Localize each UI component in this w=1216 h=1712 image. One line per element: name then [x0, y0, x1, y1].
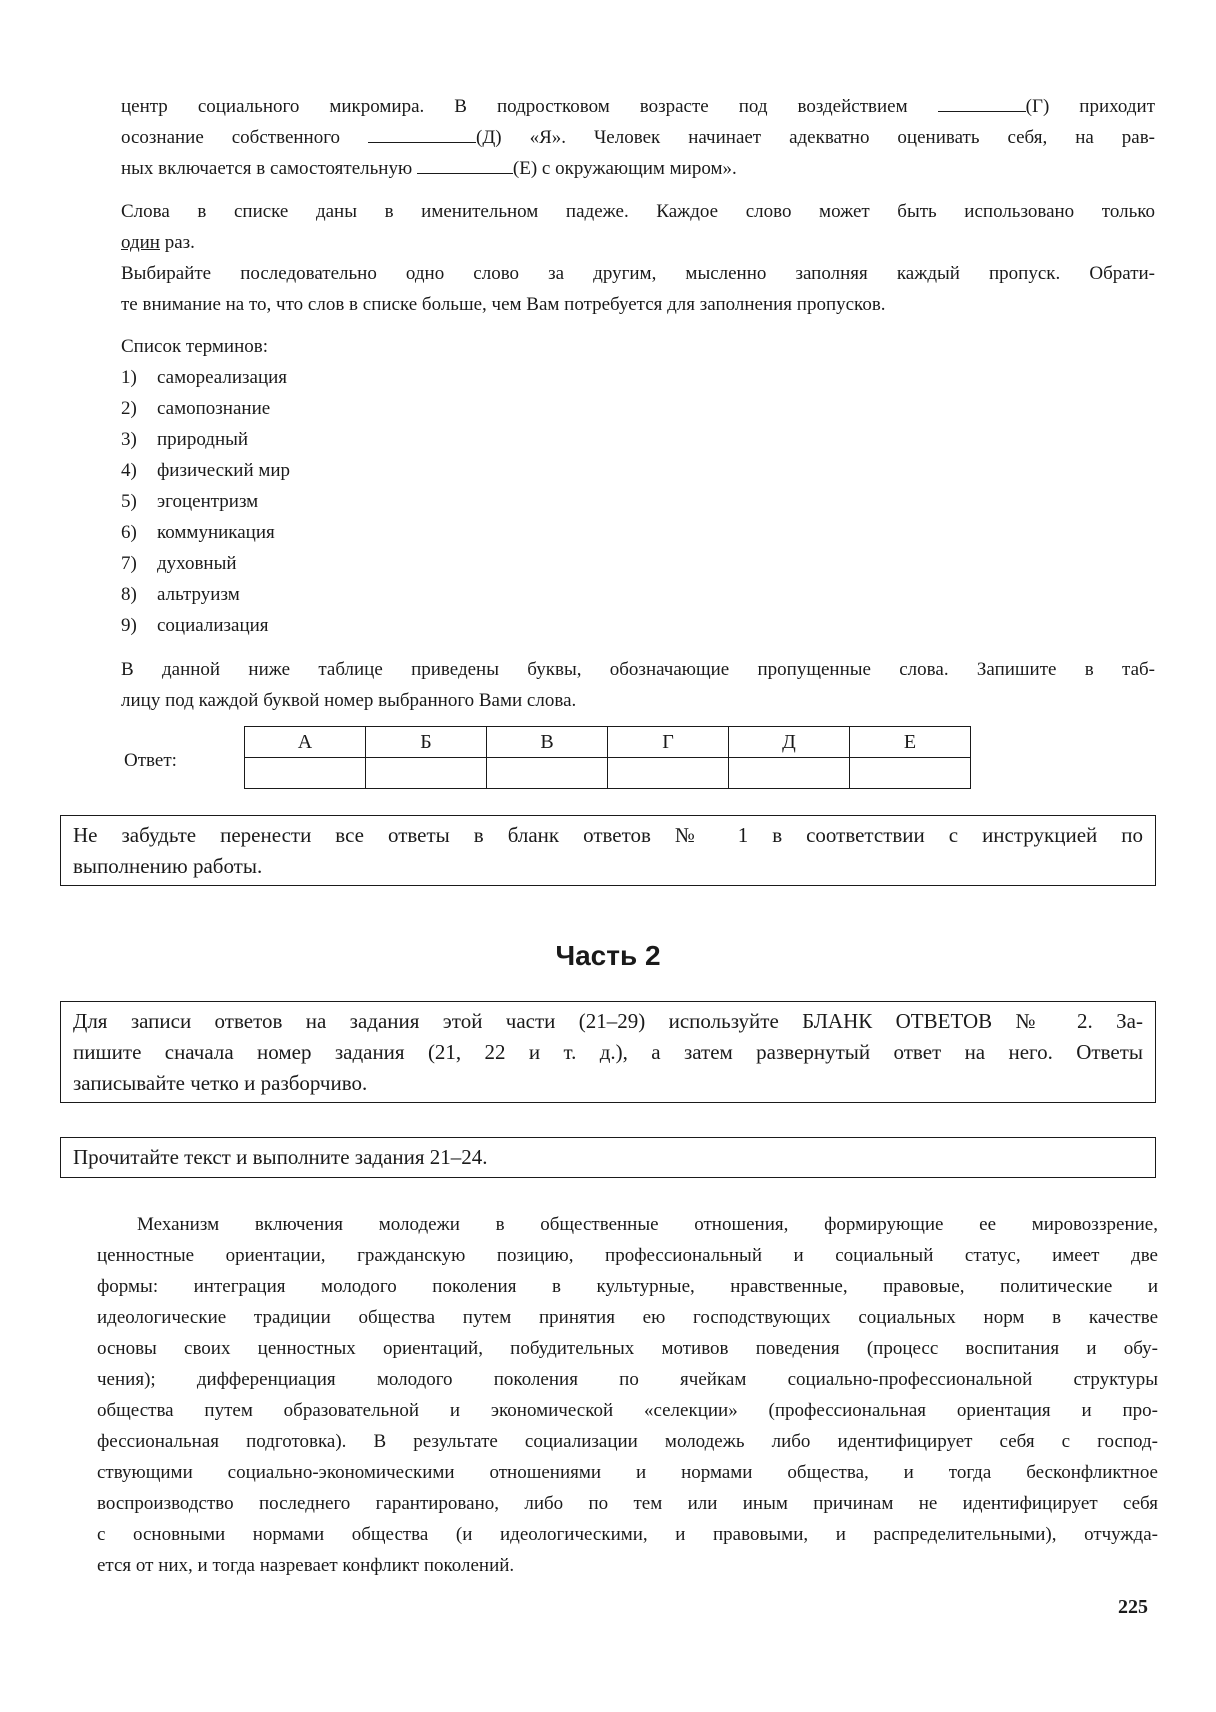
term-item: 3) природный	[121, 429, 249, 450]
instructions-line-2: один раз.	[121, 232, 195, 253]
answer-input-cell[interactable]	[245, 758, 366, 789]
answer-letter-cell: А	[245, 727, 366, 758]
passage-line: Механизм включения молодежи в общественные отношения, формирующие ее мировоззрение,	[137, 1214, 1158, 1235]
reminder-line-2: выполнению работы.	[73, 854, 263, 878]
passage-line: ется от них, и тогда назревает конфликт поколений.	[97, 1555, 515, 1576]
passage-line: с основными нормами общества (и идеологическими, и правовыми, и распределительными), отчужда-	[97, 1524, 1158, 1545]
answer-input-cell[interactable]	[850, 758, 971, 789]
answer-letter-cell: Б	[366, 727, 487, 758]
read-task-box	[60, 1137, 1156, 1178]
term-item: 4) физический мир	[121, 460, 291, 481]
answer-table	[244, 726, 971, 789]
passage-line: общества путем образовательной и экономической «селекции» (профессиональная ориентация и про-	[97, 1400, 1158, 1421]
passage-line: воспроизводство последнего гарантировано, либо по тем или иным причинам не идентифицирует себя	[97, 1493, 1158, 1514]
gap-d-blank	[368, 122, 476, 143]
passage-line: основы своих ценностных ориентаций, побудительных мотивов поведения (процесс воспитания и обу-	[97, 1338, 1158, 1359]
top-text-line-1: центр социального микромира. В подростковом возрасте под воздействием (Г) приходит	[121, 91, 1155, 122]
part-2-box-line-3: записывайте четко и разборчиво.	[73, 1071, 368, 1095]
part-2-box-line-1: Для записи ответов на задания этой части (21–29) используйте БЛАНК ОТВЕТОВ № 2. За-	[73, 1009, 1143, 1033]
term-item: 7) духовный	[121, 553, 237, 574]
top-text	[121, 91, 1155, 184]
passage	[97, 1209, 1158, 1581]
passage-line: ствующими социально-экономическими отношениями и нормами общества, и тогда бесконфликтное	[97, 1462, 1158, 1483]
passage-line: чения); дифференциация молодого поколения по ячейкам социально-профессиональной структуры	[97, 1369, 1158, 1390]
part-2-box-line-2: пишите сначала номер задания (21, 22 и т. д.), а затем развернутый ответ на него. Ответы	[73, 1040, 1143, 1064]
terms-list	[121, 331, 1155, 641]
answer-letter-cell: Е	[850, 727, 971, 758]
read-task-text: Прочитайте текст и выполните задания 21–24.	[73, 1145, 488, 1169]
top-text-line-3: ных включается в самостоятельную (Е) с окружающим миром».	[121, 153, 1155, 184]
instructions-line-3: Выбирайте последовательно одно слово за другим, мысленно заполняя каждый пропуск. Обрати-	[121, 263, 1155, 284]
gap-g-blank	[938, 91, 1026, 112]
reminder-box	[60, 815, 1156, 886]
term-item: 5) эгоцентризм	[121, 491, 259, 512]
table-instructions-line-1: В данной ниже таблице приведены буквы, обозначающие пропущенные слова. Запишите в таб-	[121, 659, 1155, 680]
reminder-line-1: Не забудьте перенести все ответы в бланк ответов № 1 в соответствии с инструкцией по	[73, 823, 1143, 847]
table-instructions	[121, 654, 1155, 716]
answer-input-cell[interactable]	[608, 758, 729, 789]
part-2-title: Часть 2	[555, 940, 661, 971]
answer-letters-row	[245, 727, 971, 758]
gap-e-blank	[417, 153, 513, 174]
passage-line: формы: интеграция молодого поколения в культурные, нравственные, правовые, политические и	[97, 1276, 1158, 1297]
term-item: 2) самопознание	[121, 398, 271, 419]
passage-line: ценностные ориентации, гражданскую позицию, профессиональный и социальный статус, имеет две	[97, 1245, 1158, 1266]
table-instructions-line-2: лицу под каждой буквой номер выбранного Вами слова.	[121, 690, 577, 711]
answer-letter-cell: Г	[608, 727, 729, 758]
answer-label: Ответ:	[124, 750, 177, 771]
answer-letter-cell: В	[487, 727, 608, 758]
page-number: 225	[1118, 1596, 1148, 1618]
answer-input-cell[interactable]	[487, 758, 608, 789]
part-2-instructions-box	[60, 1001, 1156, 1103]
instructions-line-1: Слова в списке даны в именительном падеже. Каждое слово может быть использовано только	[121, 201, 1155, 222]
passage-line: фессиональная подготовка). В результате социализации молодежь либо идентифицирует себя с господ-	[97, 1431, 1158, 1452]
passage-line: идеологические традиции общества путем принятия ею господствующих социальных норм в качестве	[97, 1307, 1158, 1328]
term-item: 8) альтруизм	[121, 584, 240, 605]
terms-heading: Список терминов:	[121, 336, 268, 357]
answer-input-cell[interactable]	[366, 758, 487, 789]
top-text-line-2: осознание собственного (Д) «Я». Человек начинает адекватно оценивать себя, на рав-	[121, 122, 1155, 153]
instructions	[121, 196, 1155, 320]
term-item: 1) самореализация	[121, 367, 288, 388]
instructions-line-4: те внимание на то, что слов в списке больше, чем Вам потребуется для заполнения пропусков.	[121, 294, 886, 315]
answer-input-row	[245, 758, 971, 789]
answer-letter-cell: Д	[729, 727, 850, 758]
term-item: 9) социализация	[121, 615, 269, 636]
term-item: 6) коммуникация	[121, 522, 275, 543]
answer-input-cell[interactable]	[729, 758, 850, 789]
